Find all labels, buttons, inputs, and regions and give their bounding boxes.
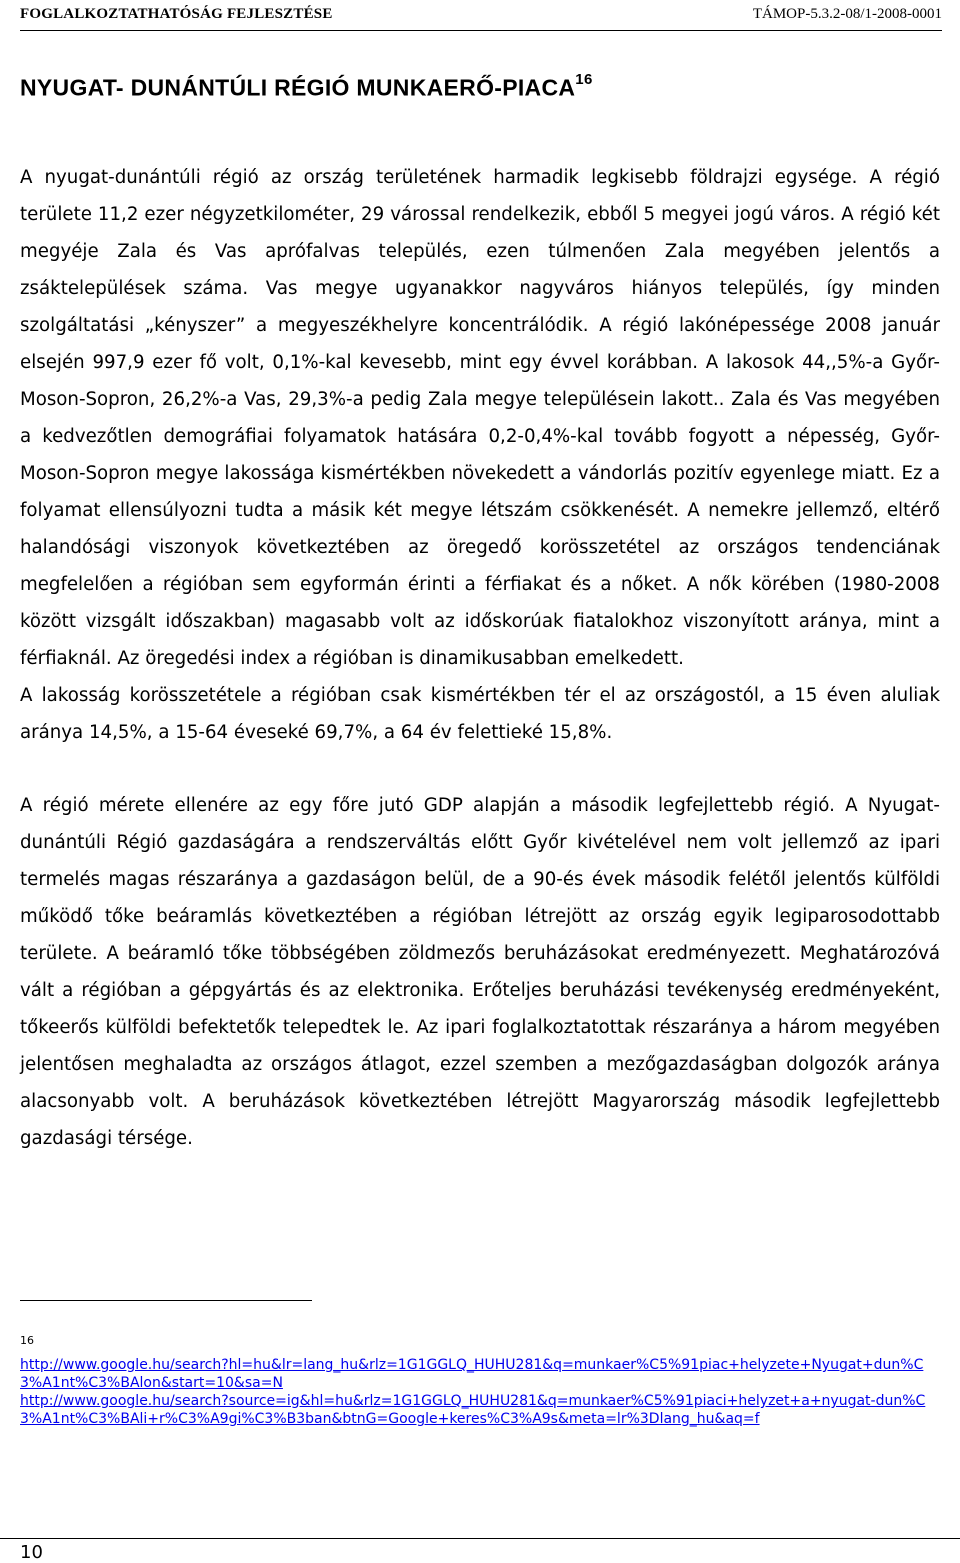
section-title bbox=[20, 71, 593, 102]
body-text bbox=[20, 159, 940, 1157]
page-footer-divider bbox=[0, 1538, 960, 1539]
paragraph-2: A lakosság korösszetétele a régióban csak kismértékben tér el az országostól, a 15 éven aluliak aránya 14,5%, a 15-64 éveseké 69,7%, a 64 év felettieké 15,8%. bbox=[20, 685, 940, 743]
footnote-reference[interactable]: 16 bbox=[575, 71, 593, 88]
paragraph-1: A nyugat-dunántúli régió az ország területének harmadik legkisebb földrajzi egysége. A régió területe 11,2 ezer négyzetkilométer, 29 várossal rendelkezik, ebből 5 megyei jogú város. A régió két megyéje Zala és Vas aprófalvas település, ezen túlmenően Zala megyében jelentős a zsáktelepülések száma. Vas megye ugyanakkor nagyváros hiányos település, így minden szolgáltatási „kényszer” a megyeszékhelyre koncentrálódik. A régió lakónépessége 2008 január elsején 997,9 ezer fő volt, 0,1%-kal kevesebb, mint egy évvel korábban. A lakosok 44,,5%-a Győr-Moson-Sopron, 26,2%-a Vas, 29,3%-a pedig Zala megye településein lakott.. Zala és Vas megyében a kedvezőtlen demográfiai folyamatok hatására 0,2-0,4%-kal tovább fogyott a népesség, Győr-Moson-Sopron megye lakossága kismértékben növekedett a vándorlás pozitív egyenlege miatt. Ez a folyamat ellensúlyozni tudta a másik két megye létszám csökkenését. A nemekre jellemző, eltérő halandósági viszonyok következtében az öregedő korösszetétel az országos tendenciának megfelelően a régióban sem egyformán érinti a férfiakat és a nőket. A nők körében (1980-2008 között vizsgált időszakban) magasabb volt az időskorúak fiatalokhoz viszonyított aránya, mint a férfiaknál. Az öregedési index a régióban is dinamikusabban emelkedett. bbox=[20, 167, 940, 669]
footnote-link-1[interactable]: http://www.google.hu/search?hl=hu&lr=lang_hu&rlz=1G1GGLQ_HUHU281&q=munkaer%C5%91piac+helyzete+Nyugat+dun%C3%A1nt%C3%BAlon&start=10&sa=N bbox=[20, 1357, 924, 1391]
page-number: 10 bbox=[20, 1542, 43, 1563]
footnote bbox=[20, 1332, 940, 1428]
paragraph-3: A régió mérete ellenére az egy főre jutó GDP alapján a második legfejlettebb régió. A Nyugat-dunántúli Régió gazdaságára a rendszerváltás előtt Győr kivételével nem volt jellemző az ipari termelés magas részaránya a gazdaságon belül, de a 90-és évek második felétől jelentős külföldi működő tőke beáramlás következtében a régióban létrejött az ország egyik legiparosodottabb területe. A beáramló tőke többségében zöldmezős beruházásokat eredményezett. Meghatározóvá vált a régióban a gépgyártás és az elektronika. Erőteljes beruházási tevékenység eredményeként, tőkeerős külföldi befektetők telepedtek le. Az ipari foglalkoztatottak részaránya a három megyében jelentősen meghaladta az országos átlagot, ezzel szemben a mezőgazdaságban dolgozók aránya alacsonyabb volt. A beruházások következtében létrejött Magyarország második legfejlettebb gazdasági térsége. bbox=[20, 795, 940, 1149]
footnote-link-2[interactable]: http://www.google.hu/search?source=ig&hl=hu&rlz=1G1GGLQ_HUHU281&q=munkaer%C5%91piaci+helyzet+a+nyugat-dun%C3%A1nt%C3%BAli+r%C3%A9gi%C3%B3ban&btnG=Google+keres%C3%A9s&meta=lr%3Dlang_hu&aq=f bbox=[20, 1393, 926, 1427]
section-title-text: NYUGAT- DUNÁNTÚLI RÉGIÓ MUNKAERŐ-PIACA bbox=[20, 74, 576, 101]
header-project-code: TÁMOP-5.3.2-08/1-2008-0001 bbox=[752, 6, 942, 22]
page-header bbox=[20, 0, 942, 31]
header-title: FOGLALKOZTATHATÓSÁG FEJLESZTÉSE bbox=[20, 6, 333, 22]
footnote-divider bbox=[20, 1300, 312, 1301]
footnote-number: 16 bbox=[20, 1334, 34, 1347]
